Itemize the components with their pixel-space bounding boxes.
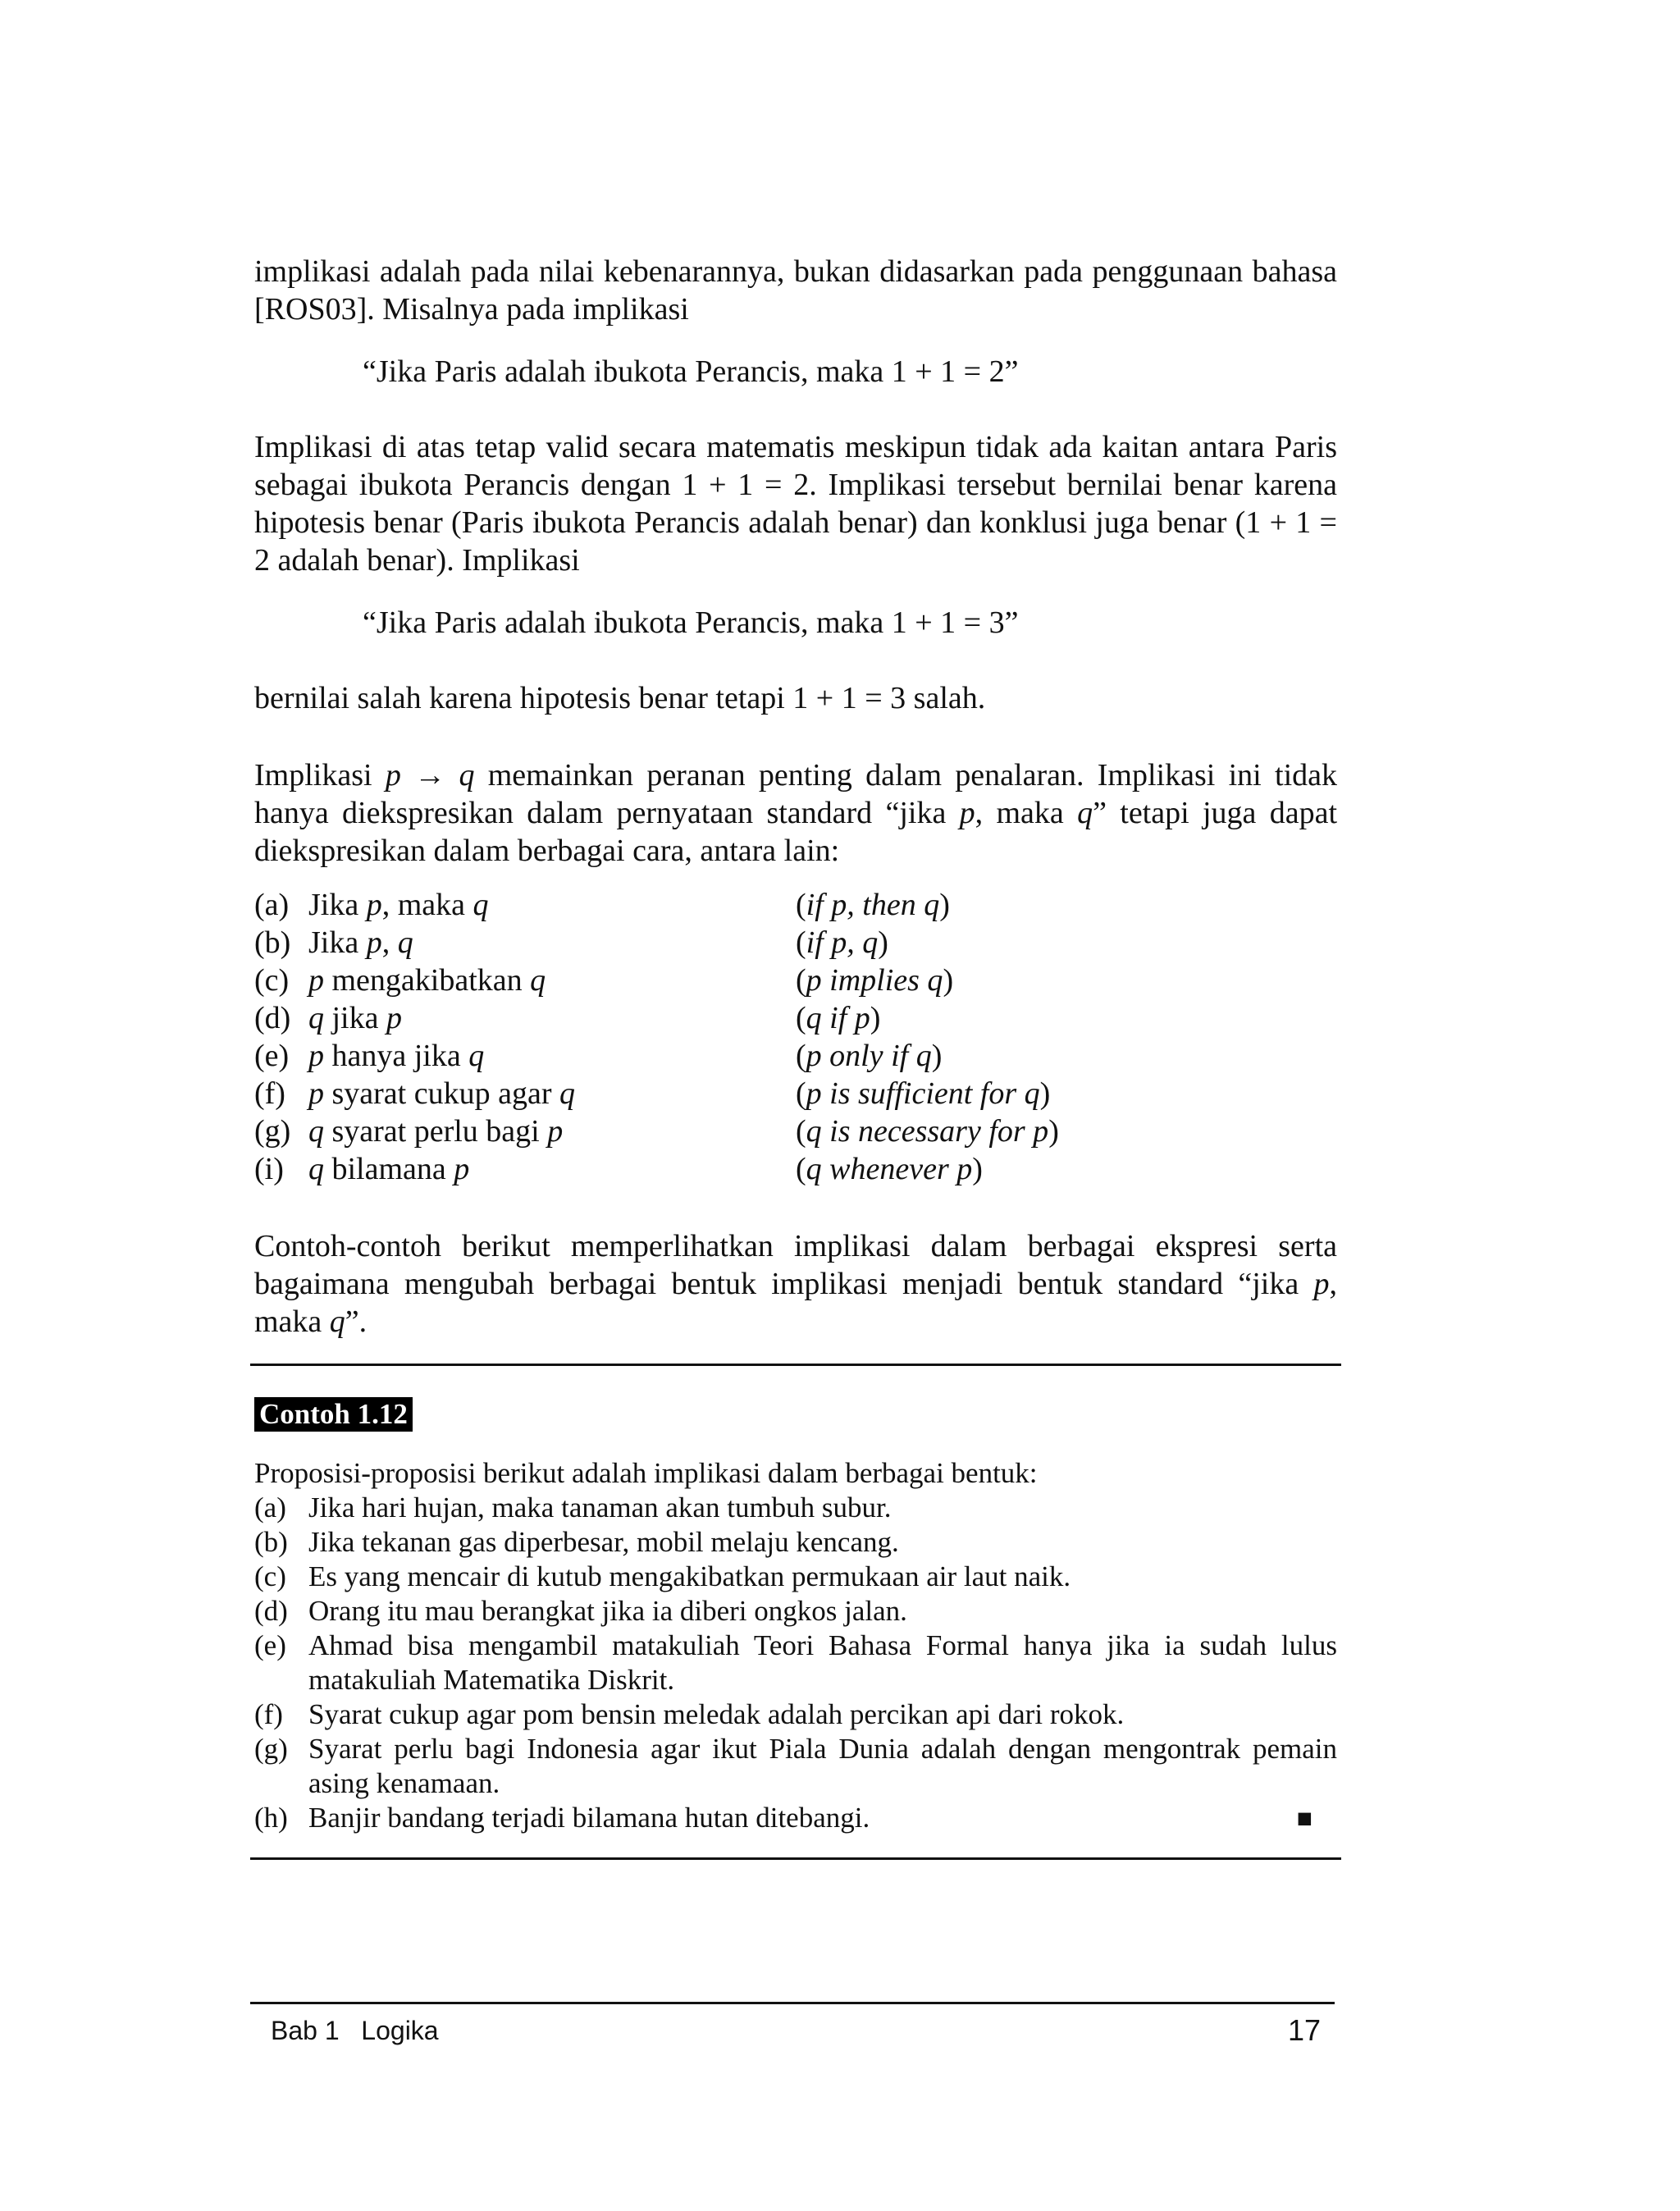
english-form: (p is sufficient for q) xyxy=(796,1076,1051,1111)
list-item: (f) Syarat cukup agar pom bensin meledak adalah percikan api dari rokok. xyxy=(254,1698,1125,1730)
page-number: 17 xyxy=(1287,2013,1321,2047)
paragraph-2: Implikasi di atas tetap valid secara matematis meskipun tidak ada kaitan antara Paris sebagai ibukota Perancis dengan 1 + 1 = 2. Implikasi tersebut bernilai benar karena hipotesis benar (Paris ibukota Perancis adalah benar) dan konklusi juga benar (1 + 1 = 2 adalah benar). Implikasi xyxy=(254,430,1337,578)
indonesian-form: p mengakibatkan q xyxy=(308,963,546,998)
example-top-rule xyxy=(250,1364,1341,1366)
item-label: (a) xyxy=(254,888,290,922)
item-label: (g) xyxy=(254,1114,291,1149)
list-item xyxy=(254,1112,1337,1150)
item-label: (b) xyxy=(254,925,291,960)
english-form: (q whenever p) xyxy=(796,1152,983,1186)
item-label: (e) xyxy=(254,1039,290,1073)
english-form: (p only if q) xyxy=(796,1039,943,1073)
example-title: Contoh 1.12 xyxy=(254,1397,413,1432)
list-item xyxy=(254,999,1337,1037)
paragraph-1: implikasi adalah pada nilai kebenarannya, bukan didasarkan pada penggunaan bahasa [ROS03]. Misalnya pada implikasi xyxy=(254,254,1337,327)
footer-rule xyxy=(250,2002,1335,2004)
item-label: (f) xyxy=(254,1076,285,1111)
indonesian-form: q bilamana p xyxy=(308,1152,470,1186)
english-form: (q if p) xyxy=(796,1001,881,1035)
paragraph-4: Implikasi p → q memainkan peranan penting dalam penalaran. Implikasi ini tidak hanya diekspresikan dalam pernyataan standard “jika p, maka q” tetapi juga dapat diekspresikan dalam berbagai cara, antara lain: xyxy=(254,758,1338,868)
item-label: (d) xyxy=(254,1001,291,1035)
quote-1: “Jika Paris adalah ibukota Perancis, maka 1 + 1 = 2” xyxy=(363,354,1019,389)
list-item xyxy=(254,962,1337,999)
indonesian-form: p hanya jika q xyxy=(308,1039,485,1073)
example-box xyxy=(254,1397,1337,1835)
example-intro: Proposisi-proposisi berikut adalah implikasi dalam berbagai bentuk: xyxy=(254,1457,1038,1489)
indonesian-form: p syarat cukup agar q xyxy=(308,1076,575,1111)
list-item: (a) Jika hari hujan, maka tanaman akan tumbuh subur. xyxy=(254,1492,892,1523)
paragraph-3: bernilai salah karena hipotesis benar tetapi 1 + 1 = 3 salah. xyxy=(254,681,986,715)
indonesian-form: Jika p, maka q xyxy=(308,888,489,922)
english-form: (p implies q) xyxy=(796,963,954,998)
list-item: (b) Jika tekanan gas diperbesar, mobil melaju kencang. xyxy=(254,1526,899,1558)
end-of-example-icon: ■ xyxy=(1296,1803,1312,1833)
indonesian-form: q syarat perlu bagi p xyxy=(308,1114,564,1149)
item-label: (i) xyxy=(254,1152,284,1186)
english-form: (if p, then q) xyxy=(796,888,950,922)
quote-2: “Jika Paris adalah ibukota Perancis, maka 1 + 1 = 3” xyxy=(363,605,1019,640)
indonesian-form: Jika p, q xyxy=(308,925,413,960)
english-form: (if p, q) xyxy=(796,925,888,960)
item-label: (c) xyxy=(254,963,290,998)
list-item: (g) Syarat perlu bagi Indonesia agar ikut Piala Dunia adalah dengan mengontrak pemain asing kenamaan. xyxy=(254,1733,1337,1799)
paragraph-5: Contoh-contoh berikut memperlihatkan implikasi dalam berbagai ekspresi serta bagaimana mengubah berbagai bentuk implikasi menjadi bentuk standard “jika p, maka q”. xyxy=(254,1229,1337,1339)
list-item: (d) Orang itu mau berangkat jika ia diberi ongkos jalan. xyxy=(254,1595,907,1627)
list-item: (h) Banjir bandang terjadi bilamana hutan ditebangi. ■ xyxy=(254,1802,1312,1834)
implication-forms-list xyxy=(254,886,1337,1188)
indonesian-form: q jika p xyxy=(308,1001,402,1035)
list-item xyxy=(254,924,1337,962)
list-item: (c) Es yang mencair di kutub mengakibatkan permukaan air laut naik. xyxy=(254,1560,1071,1592)
list-item: (e) Ahmad bisa mengambil matakuliah Teori Bahasa Formal hanya jika ia sudah lulus matakuliah Matematika Diskrit. xyxy=(254,1629,1337,1696)
list-item xyxy=(254,1150,1337,1188)
list-item xyxy=(254,1075,1337,1112)
example-bottom-rule xyxy=(250,1857,1341,1860)
footer-chapter: Bab 1 Logika xyxy=(271,2016,439,2045)
list-item xyxy=(254,886,1337,924)
list-item xyxy=(254,1037,1337,1075)
english-form: (q is necessary for p) xyxy=(796,1114,1059,1149)
main-text xyxy=(254,253,1337,1341)
